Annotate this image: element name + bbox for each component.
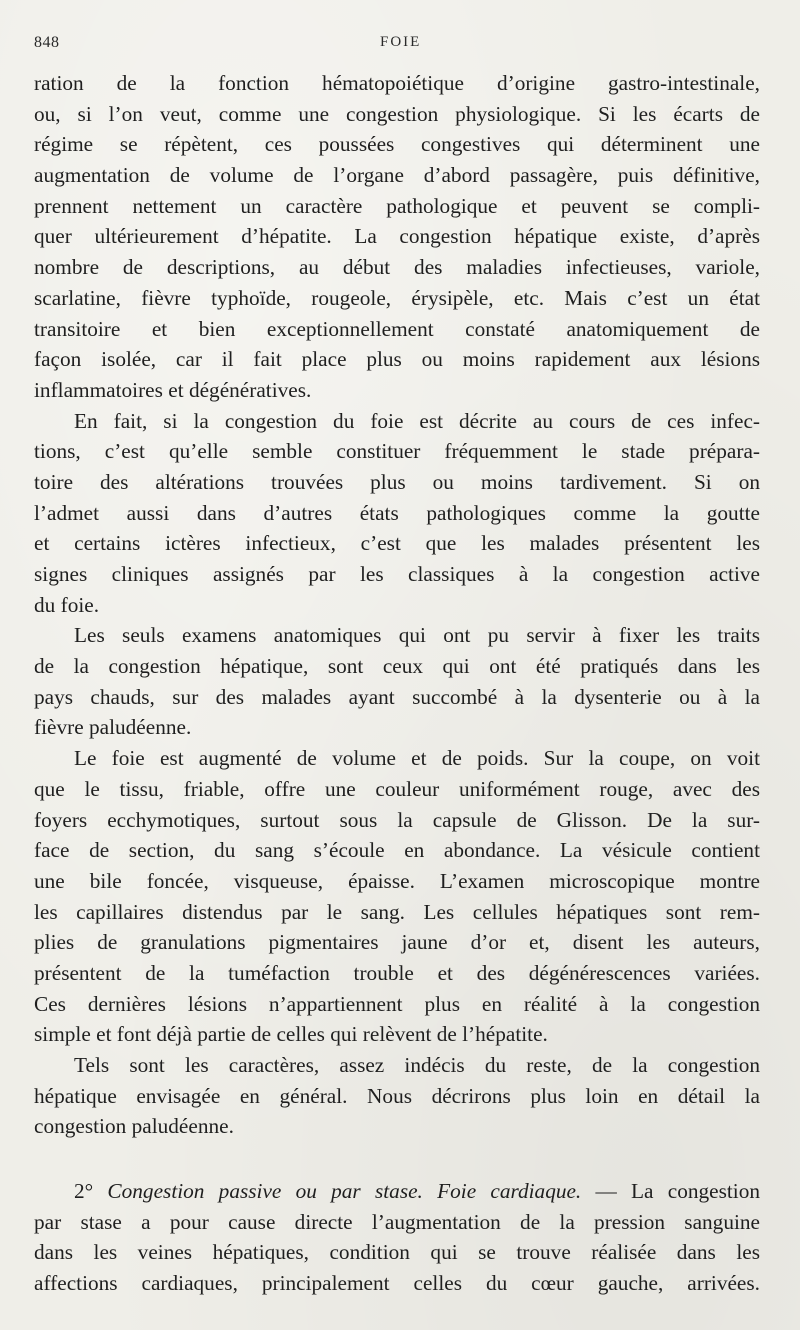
text-line: les capillaires distendus par le sang. Les cellules hépatiques sont rem- <box>34 899 760 924</box>
section-first-line-text: — La congestion <box>595 1179 761 1204</box>
section <box>34 1176 760 1299</box>
text-line: l’admet aussi dans d’autres états pathologiques comme la goutte <box>34 500 760 525</box>
text-line: pays chauds, sur des malades ayant succombé à la dysenterie ou à la <box>34 684 760 709</box>
paragraph <box>34 406 760 621</box>
section-number: 2° <box>74 1179 94 1204</box>
text-line: présentent de la tuméfaction trouble et des dégénérescences variées. <box>34 960 760 985</box>
text-line: quer ultérieurement d’hépatite. La congestion hépatique existe, d’après <box>34 224 760 249</box>
paragraph <box>34 68 760 406</box>
text-line: plies de granulations pigmentaires jaune d’or et, disent les auteurs, <box>34 930 760 955</box>
text-line: augmentation de volume de l’organe d’abord passagère, puis définitive, <box>34 163 760 188</box>
body-text <box>34 68 760 1299</box>
text-line: Les seuls examens anatomiques qui ont pu servir à fixer les traits <box>74 623 760 648</box>
text-line: Le foie est augmenté de volume et de poids. Sur la coupe, on voit <box>74 746 760 771</box>
text-line: de la congestion hépatique, sont ceux qui ont été pratiqués dans les <box>34 654 760 679</box>
text-line: une bile foncée, visqueuse, épaisse. L’examen microscopique montre <box>34 868 760 893</box>
text-line: façon isolée, car il fait place plus ou moins rapidement aux lésions <box>34 347 760 372</box>
running-title: FOIE <box>380 34 422 50</box>
section-spacer <box>34 1142 760 1176</box>
paragraph <box>34 743 760 1050</box>
text-line: et certains ictères infectieux, c’est que les malades présentent les <box>34 531 760 556</box>
text-line: par stase a pour cause directe l’augmentation de la pression sanguine <box>34 1209 760 1234</box>
paragraph <box>34 620 760 743</box>
text-line: face de section, du sang s’écoule en abondance. La vésicule contient <box>34 838 760 863</box>
text-line: fièvre paludéenne. <box>34 715 192 740</box>
text-line: signes cliniques assignés par les classiques à la congestion active <box>34 562 760 586</box>
page-number: 848 <box>34 34 60 51</box>
text-line: du foie. <box>34 592 100 617</box>
text-line: régime se répètent, ces poussées congestives qui déterminent une <box>34 132 760 157</box>
text-line: Ces dernières lésions n’appartiennent plus en réalité à la congestion <box>34 991 760 1016</box>
text-line: tions, c’est qu’elle semble constituer fréquemment le stade prépara- <box>34 439 760 464</box>
text-line: scarlatine, fièvre typhoïde, rougeole, érysipèle, etc. Mais c’est un état <box>34 285 760 310</box>
text-line: En fait, si la congestion du foie est décrite au cours de ces infec- <box>74 408 760 433</box>
text-line: hépatique envisagée en général. Nous décrirons plus loin en détail la <box>34 1083 760 1108</box>
section-first-line <box>34 1176 760 1207</box>
text-line: inflammatoires et dégénératives. <box>34 377 312 402</box>
text-line: que le tissu, friable, offre une couleur uniformément rouge, avec des <box>34 776 760 801</box>
text-line: prennent nettement un caractère pathologique et peuvent se compli- <box>34 193 760 218</box>
text-line: Tels sont les caractères, assez indécis du reste, de la congestion <box>74 1053 760 1077</box>
text-line: transitoire et bien exceptionnellement constaté anatomiquement de <box>34 316 760 341</box>
text-line: toire des altérations trouvées plus ou moins tardivement. Si on <box>34 469 760 494</box>
text-line: simple et font déjà partie de celles qui relèvent de l’hépatite. <box>34 1022 548 1047</box>
text-line: ou, si l’on veut, comme une congestion physiologique. Si les écarts de <box>34 101 760 126</box>
text-line: dans les veines hépatiques, condition qui se trouve réalisée dans les <box>34 1240 760 1265</box>
section-heading: Congestion passive ou par stase. Foie cardiaque. <box>107 1179 582 1204</box>
text-line: foyers ecchymotiques, surtout sous la capsule de Glisson. De la sur- <box>34 807 760 832</box>
page-header <box>34 34 760 58</box>
text-line: ration de la fonction hématopoiétique d’origine gastro-intestinale, <box>34 71 760 95</box>
text-line: congestion paludéenne. <box>34 1114 234 1139</box>
text-line: nombre de descriptions, au début des maladies infectieuses, variole, <box>34 255 760 280</box>
paragraph <box>34 1050 760 1142</box>
text-line: affections cardiaques, principalement celles du cœur gauche, arrivées. <box>34 1271 760 1296</box>
